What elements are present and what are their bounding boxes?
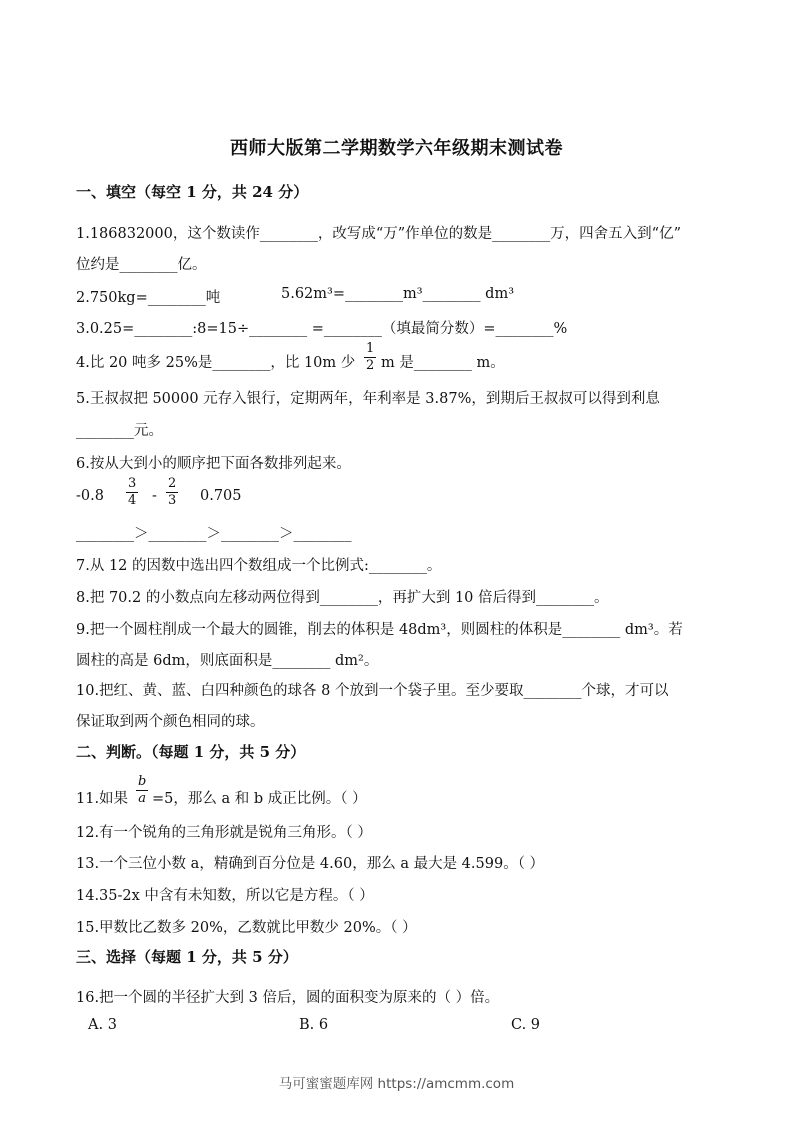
question-11-fraction [136,774,148,807]
question-16: 16.把一个圆的半径扩大到 3 倍后，圆的面积变为原来的（ ）倍。 [76,990,500,1006]
question-6-number-4: 0.705 [200,488,242,504]
question-6-prompt: 6.按从大到小的顺序把下面各数排列起来。 [76,456,351,472]
question-9-line-2: 圆柱的高是 6dm，则底面积是________ dm²。 [76,653,379,669]
page-title: 西师大版第二学期数学六年级期末测试卷 [230,138,563,159]
question-6-fraction-2-denominator: 3 [168,493,177,508]
question-4-fraction-numerator: 1 [366,341,375,356]
question-11-part-2: =5，那么 a 和 b 成正比例。（ ） [152,791,367,807]
question-2-part-b: 5.62m³=________m³________ dm³ [281,286,515,302]
question-14: 14.35-2x 中含有未知数，所以它是方程。（ ） [76,888,374,904]
question-10-line-2: 保证取到两个颜色相同的球。 [76,714,265,730]
question-6-fraction-2-numerator: 2 [168,476,177,491]
question-6-order-blanks: ________＞________＞________＞________ [76,526,352,542]
question-1-line-2: 位约是________亿。 [76,257,207,273]
section-heading-multiple-choice: 三、选择（每题 1 分，共 5 分） [76,948,298,966]
question-6-fraction-2 [166,476,178,509]
question-1-line-1: 1.186832000，这个数读作________，改写成“万”作单位的数是________万，四舍五入到“亿” [76,226,682,242]
question-6-fraction-1-numerator: 3 [128,476,137,491]
question-6-number-1: -0.8 [76,488,104,504]
question-16-option-c: C. 9 [511,1017,541,1033]
question-10-line-1: 10.把红、黄、蓝、白四种颜色的球各 8 个放到一个袋子里。至少要取________个球，才可以 [76,683,669,699]
question-5-line-1: 5.王叔叔把 50000 元存入银行，定期两年，年利率是 3.87%，到期后王叔叔可以得到利息 [76,391,660,407]
question-9-line-1: 9.把一个圆柱削成一个最大的圆锥，削去的体积是 48dm³，则圆柱的体积是________ dm³。若 [76,622,683,638]
question-3: 3.0.25=________:8=15÷________ =________（填最简分数）=________% [76,321,568,337]
question-4-fraction [364,341,376,374]
question-11-fraction-numerator: b [138,774,147,789]
question-6-fraction-1-denominator: 4 [128,493,137,508]
question-2-part-a: 2.750kg=________吨 [76,290,221,306]
question-11-fraction-denominator: a [138,791,147,806]
question-12: 12.有一个锐角的三角形就是锐角三角形。（ ） [76,825,372,841]
question-6-minus-sign: - [152,488,157,504]
question-7: 7.从 12 的因数中选出四个数组成一个比例式:________。 [76,558,442,574]
question-8: 8.把 70.2 的小数点向左移动两位得到________，再扩大到 10 倍后得到________。 [76,590,609,606]
section-heading-fill-in: 一、填空（每空 1 分，共 24 分） [76,183,309,201]
question-13: 13.一个三位小数 a，精确到百分位是 4.60，那么 a 最大是 4.599。（ ） [76,856,545,872]
question-16-option-b: B. 6 [299,1017,329,1033]
question-11-part-1: 11.如果 [76,791,129,807]
question-15: 15.甲数比乙数多 20%，乙数就比甲数少 20%。（ ） [76,920,417,936]
question-5-line-2: ________元。 [76,423,163,439]
question-6-fraction-1 [126,476,138,509]
question-16-option-a: A. 3 [88,1017,117,1033]
question-4-part-1: 4.比 20 吨多 25%是________，比 10m 少 [76,355,356,371]
section-heading-true-false: 二、判断。（每题 1 分，共 5 分） [76,743,306,761]
question-4-fraction-denominator: 2 [366,358,375,373]
question-4-part-2: m 是________ m。 [381,355,505,371]
footer-watermark: 马可蜜蜜题库网 https://amcmm.com [278,1076,515,1092]
